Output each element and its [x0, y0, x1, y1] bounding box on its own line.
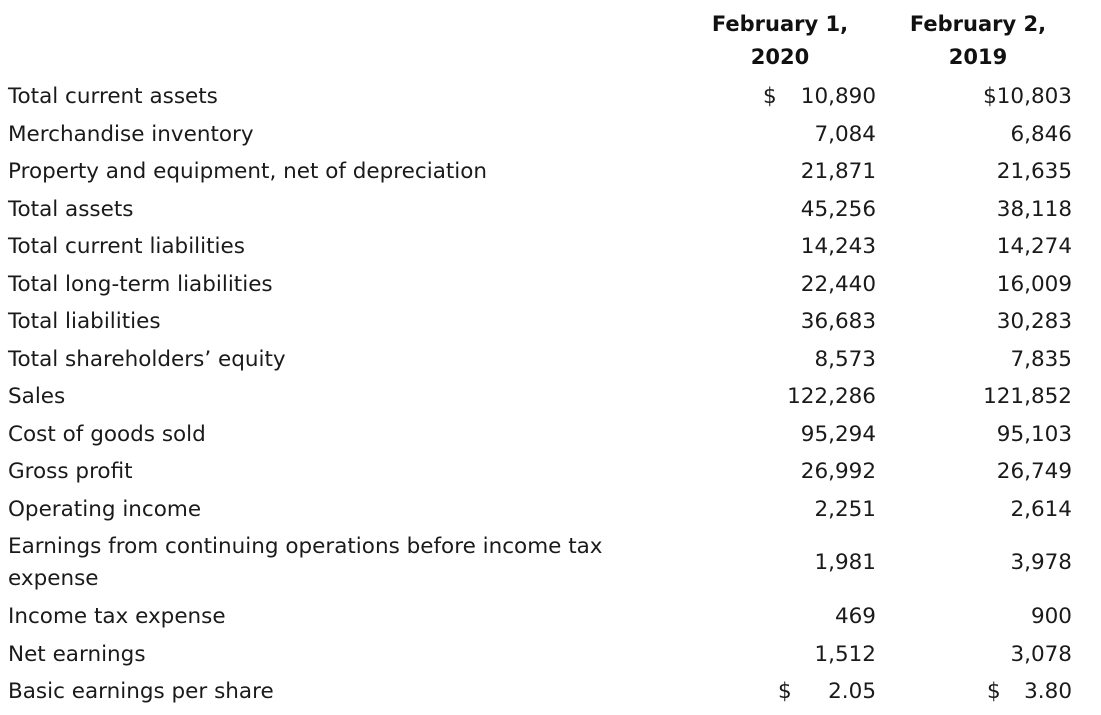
column-header-february-2-2019 — [888, 8, 1068, 74]
table-row — [0, 453, 1101, 491]
column-header-line: 2020 — [750, 45, 810, 69]
value-2019: $10,803 — [983, 84, 1072, 109]
row-label: Total assets — [8, 196, 134, 222]
table-row — [0, 378, 1101, 416]
value-2020: 1,981 — [814, 550, 876, 575]
table-row — [0, 416, 1101, 454]
table-row — [0, 228, 1101, 266]
value-2019: 38,118 — [996, 196, 1072, 222]
value-2019: 26,749 — [996, 459, 1072, 484]
table-row — [0, 116, 1101, 154]
table-row — [0, 491, 1101, 529]
row-label: Total liabilities — [8, 309, 161, 334]
currency-symbol: $ — [987, 679, 1001, 704]
table-row — [0, 341, 1101, 379]
value-2020: 10,890 — [800, 84, 876, 109]
table-row — [0, 266, 1101, 304]
value-2019: 3,978 — [1010, 550, 1072, 575]
column-header-february-1-2020 — [690, 8, 870, 74]
row-label: Basic earnings per share — [8, 679, 274, 704]
table-body — [0, 78, 1101, 711]
value-2019: 121,852 — [983, 384, 1072, 409]
value-2020: 22,440 — [800, 271, 876, 297]
table-row — [0, 528, 1101, 598]
table-row — [0, 636, 1101, 674]
row-label: Total long-term liabilities — [8, 271, 273, 297]
row-label: Income tax expense — [8, 604, 226, 629]
row-label: Cost of goods sold — [8, 421, 206, 447]
value-2019: 7,835 — [1010, 346, 1072, 372]
table-row — [0, 191, 1101, 229]
value-2020: 1,512 — [814, 641, 876, 667]
value-2019: 2,614 — [1010, 496, 1072, 522]
value-2019: 21,635 — [996, 159, 1072, 184]
table-row — [0, 673, 1101, 711]
value-2020: 95,294 — [800, 421, 876, 447]
value-2020: 2,251 — [814, 496, 876, 522]
value-2019: 3,078 — [1010, 641, 1072, 667]
value-2019: 30,283 — [996, 309, 1072, 334]
column-header-line: February 2, — [909, 12, 1047, 36]
value-2020: 36,683 — [800, 309, 876, 334]
value-2020: 7,084 — [814, 121, 876, 147]
currency-symbol: $ — [763, 84, 777, 109]
column-header-line: 2019 — [948, 45, 1008, 69]
row-label: Earnings from continuing operations before income tax expense — [8, 534, 603, 591]
value-2019: 3.80 — [1024, 679, 1072, 704]
row-label: Net earnings — [8, 641, 146, 667]
row-label: Operating income — [8, 496, 202, 522]
table-row — [0, 78, 1101, 116]
value-2019: 900 — [1030, 604, 1072, 629]
row-label: Gross profit — [8, 459, 133, 484]
table-row — [0, 303, 1101, 341]
column-header-line: February 1, — [711, 12, 849, 36]
value-2020: 21,871 — [800, 159, 876, 184]
value-2020: 14,243 — [800, 234, 876, 259]
value-2019: 6,846 — [1010, 121, 1072, 147]
value-2020: 8,573 — [814, 346, 876, 372]
table-row — [0, 598, 1101, 636]
row-label: Merchandise inventory — [8, 121, 254, 147]
currency-symbol: $ — [778, 679, 792, 704]
row-label: Total shareholders’ equity — [8, 346, 286, 372]
value-2020: 2.05 — [828, 679, 876, 704]
value-2019: 16,009 — [996, 271, 1072, 297]
row-label: Total current assets — [8, 84, 218, 109]
row-label: Sales — [8, 384, 66, 409]
value-2020: 45,256 — [800, 196, 876, 222]
value-2020: 122,286 — [787, 384, 876, 409]
value-2019: 14,274 — [996, 234, 1072, 259]
row-label: Total current liabilities — [8, 234, 245, 259]
value-2019: 95,103 — [996, 421, 1072, 447]
row-label: Property and equipment, net of depreciation — [8, 159, 488, 184]
value-2020: 26,992 — [800, 459, 876, 484]
table-row — [0, 153, 1101, 191]
value-2020: 469 — [834, 604, 876, 629]
